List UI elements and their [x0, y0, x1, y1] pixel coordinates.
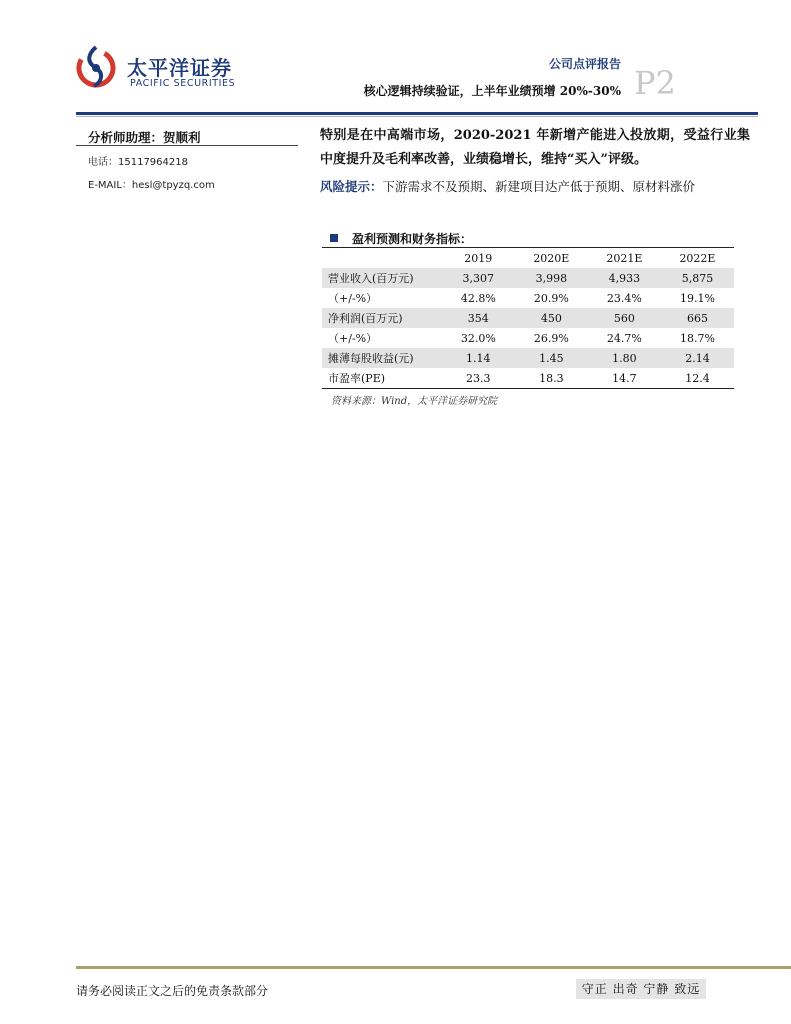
table-cell: 450 [540, 311, 562, 325]
table-row [322, 368, 734, 389]
analyst-phone: 电话：15117964218 [88, 157, 188, 168]
table-cell: 24.7% [606, 331, 642, 345]
table-header-cell: 2020E [533, 251, 570, 265]
table-cell: 354 [467, 311, 489, 325]
analyst-email[interactable]: E-MAIL：hesl@tpyzq.com [88, 180, 215, 191]
table-header-cell: 2021E [606, 251, 643, 265]
table-cell: 2.14 [685, 351, 710, 365]
table-cell: 5,875 [681, 271, 714, 285]
pacific-securities-logo-icon [76, 44, 116, 88]
table-header-row [322, 248, 734, 269]
table-cell: 42.8% [460, 291, 496, 305]
table-cell: 12.4 [685, 371, 710, 385]
table-cell: 1.45 [539, 351, 564, 365]
footer-disclaimer: 请务必阅读正文之后的免责条款部分 [76, 984, 269, 998]
row-label: 净利润(百万元) [328, 312, 403, 325]
table-cell: 26.9% [533, 331, 569, 345]
table-header-cell: 2019 [464, 251, 493, 265]
table-cell: 23.4% [606, 291, 642, 305]
table-cell: 23.3 [466, 371, 491, 385]
table-row [322, 348, 734, 368]
brand-name-en: PACIFIC SECURITIES [130, 78, 236, 89]
row-label: （+/-%） [328, 332, 378, 345]
report-type: 公司点评报告 [548, 57, 621, 71]
table-cell: 3,307 [462, 271, 495, 285]
financial-forecast-table [322, 247, 734, 389]
table-cell: 3,998 [535, 271, 568, 285]
brand-name-cn: 太平洋证券 [127, 56, 232, 80]
table-row [322, 308, 734, 328]
table-source: 资料来源：Wind，太平洋证券研究院 [331, 396, 498, 407]
footer-divider [76, 966, 791, 969]
table-row [322, 288, 734, 308]
table-header-cell: 2022E [679, 251, 716, 265]
table-cell: 4,933 [608, 271, 641, 285]
table-title [330, 230, 472, 247]
table-cell: 14.7 [612, 371, 637, 385]
table-cell: 665 [686, 311, 708, 325]
table-title-text: 盈利预测和财务指标： [352, 232, 473, 246]
header-divider-thin [76, 116, 758, 117]
table-row [322, 328, 734, 348]
table-cell: 1.80 [612, 351, 637, 365]
row-label: （+/-%） [328, 292, 378, 305]
table-row [322, 268, 734, 288]
analyst-divider [76, 145, 298, 146]
footer-motto: 守正 出奇 宁静 致远 [576, 979, 706, 999]
table-cell: 560 [613, 311, 635, 325]
row-label: 营业收入(百万元) [328, 272, 414, 285]
header-divider [76, 112, 758, 115]
row-label: 市盈率(PE) [328, 372, 386, 385]
report-title: 核心逻辑持续验证，上半年业绩预增 20%-30% [363, 84, 621, 98]
table-cell: 32.0% [460, 331, 496, 345]
table-cell: 19.1% [679, 291, 715, 305]
table-cell: 18.7% [679, 331, 715, 345]
table-cell: 18.3 [539, 371, 564, 385]
risk-warning [320, 178, 760, 196]
table-cell: 20.9% [533, 291, 569, 305]
risk-text: 下游需求不及预期、新建项目达产低于预期、原材料涨价 [382, 179, 696, 194]
risk-label: 风险提示： [320, 179, 383, 194]
page-number: P2 [634, 64, 676, 102]
table-cell: 1.14 [466, 351, 491, 365]
row-label: 摊薄每股收益(元) [328, 352, 414, 365]
square-bullet-icon [330, 234, 338, 242]
summary-paragraph: 特别是在中高端市场，2020-2021 年新增产能进入投放期，受益行业集中度提升及毛利率改善，业绩稳增长，维持“买入”评级。 [320, 128, 750, 167]
table-header-cell [322, 248, 442, 269]
analyst-name: 分析师助理：贺顺利 [88, 130, 201, 145]
